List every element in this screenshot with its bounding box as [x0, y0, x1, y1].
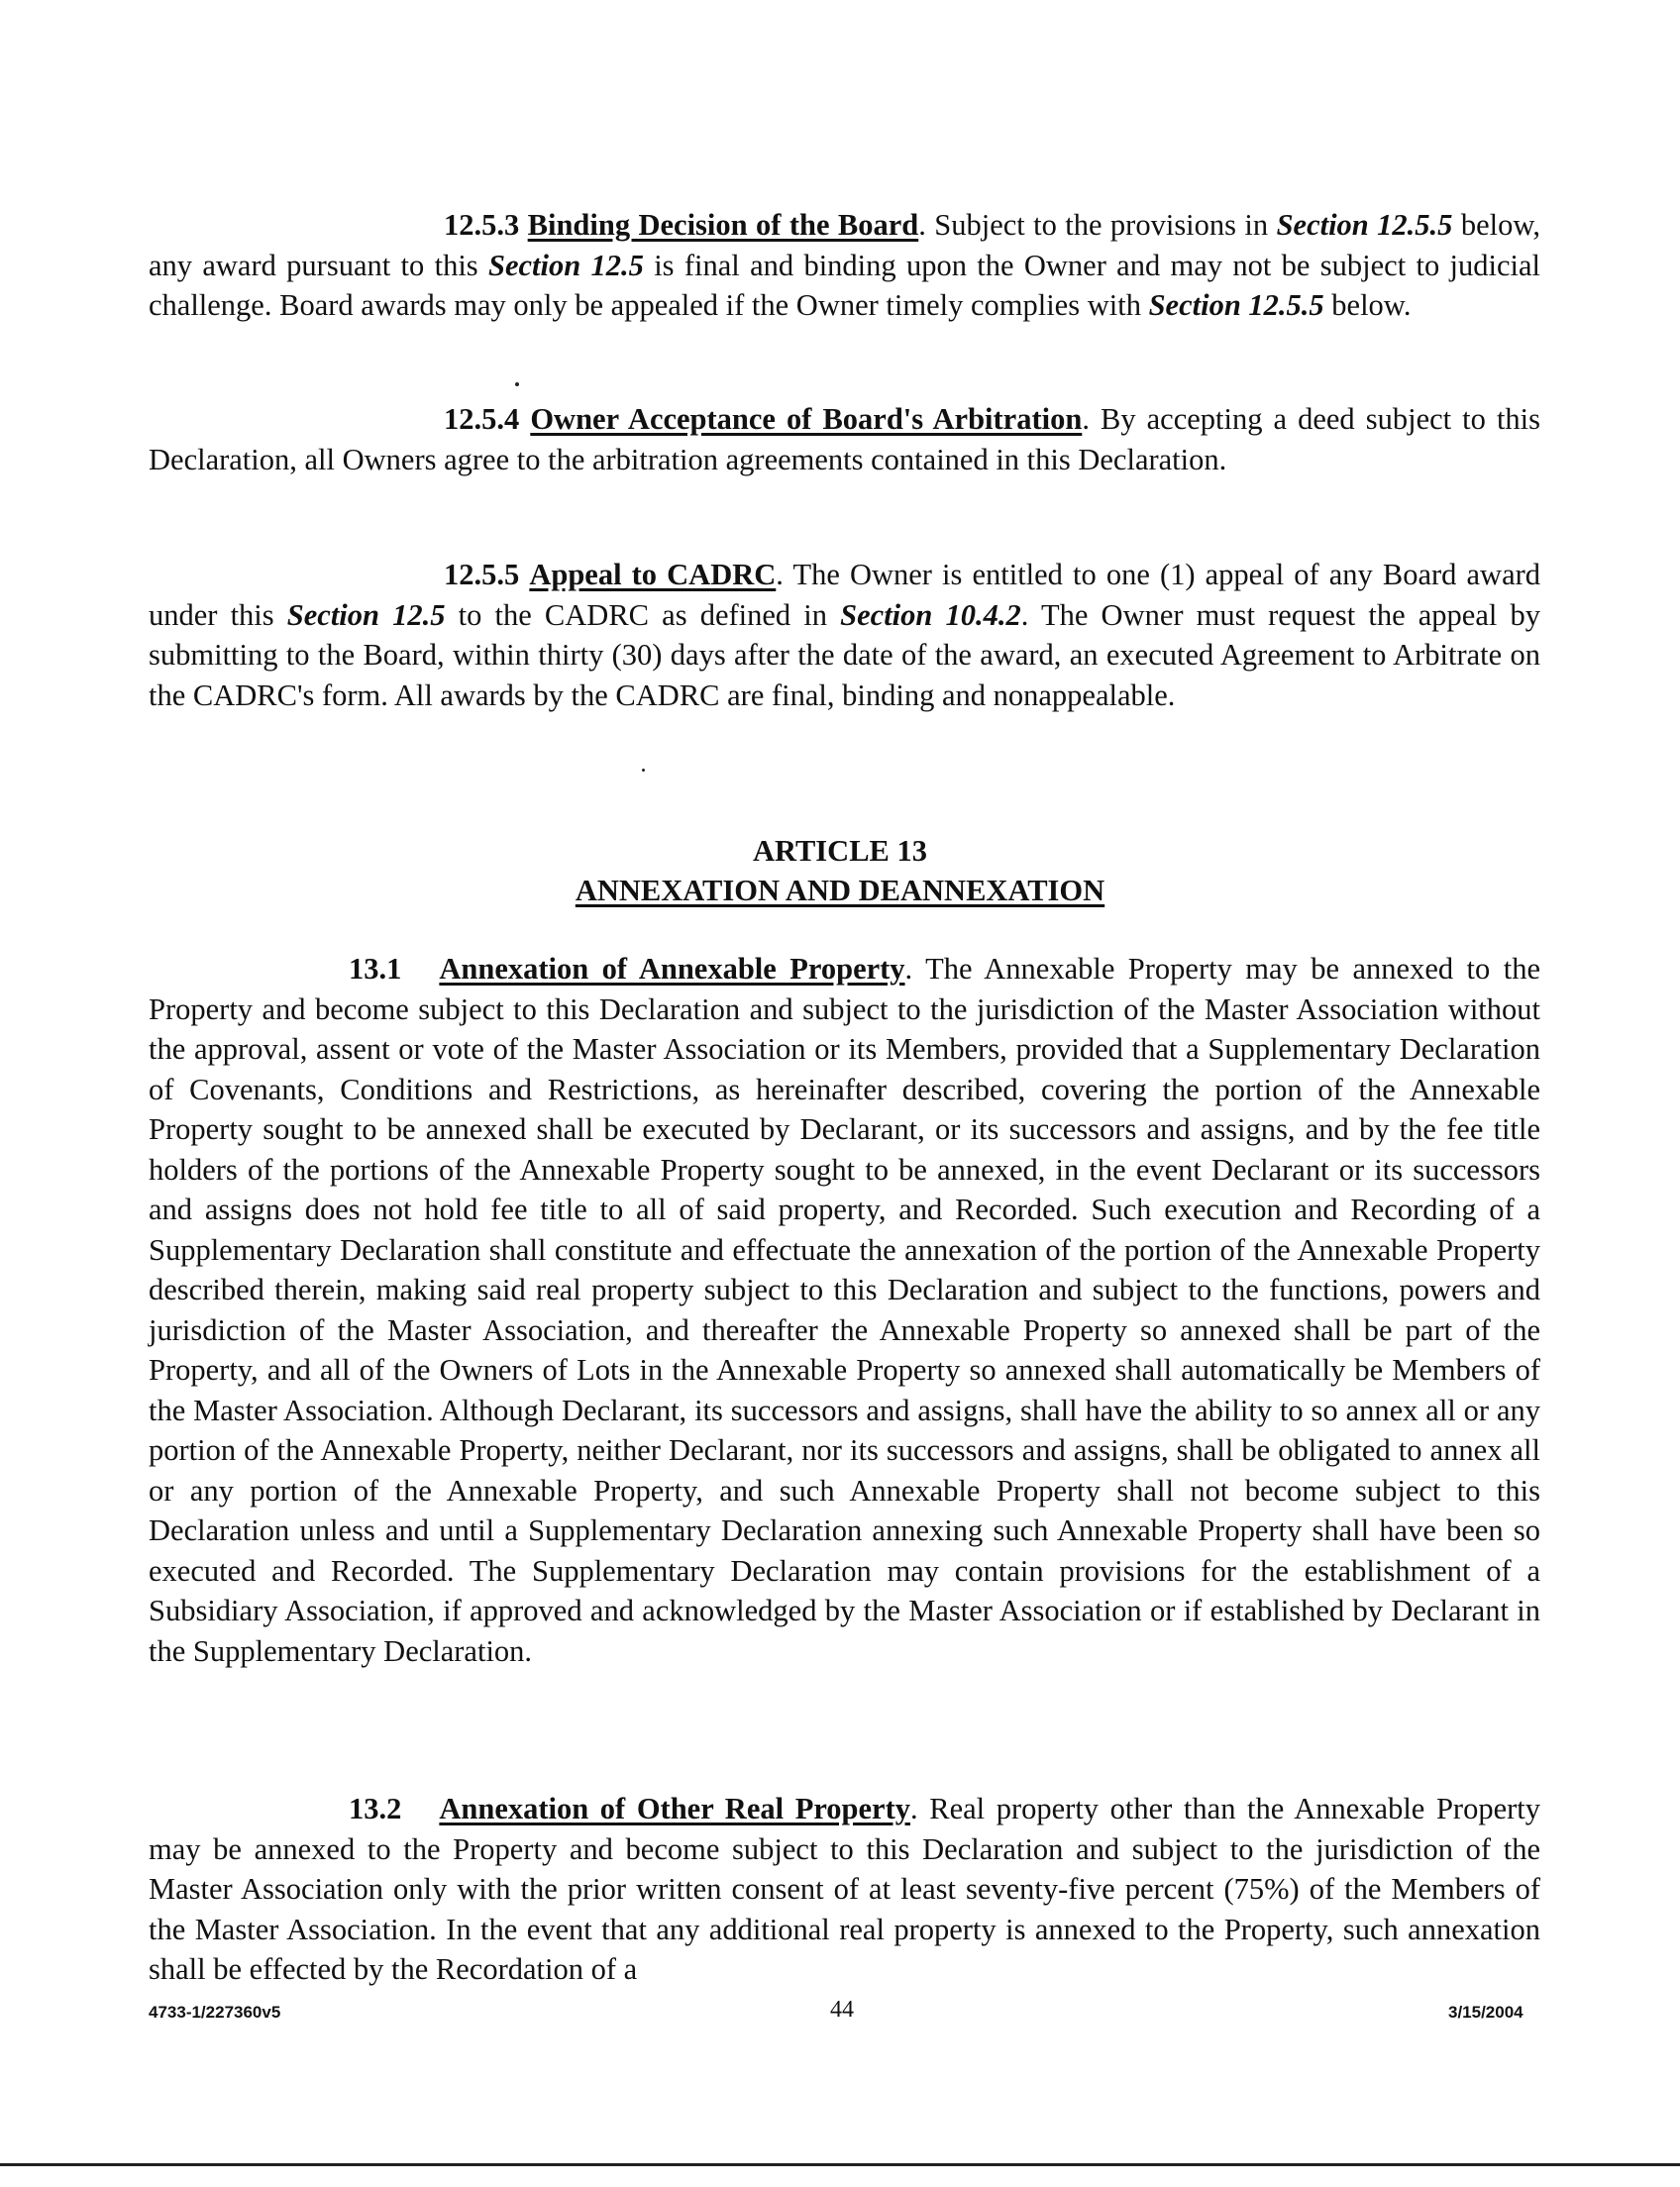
article-label: ARTICLE 13: [752, 834, 928, 868]
footer-page-number: 44: [830, 1997, 854, 2023]
section-reference: Section 12.5.5: [1148, 288, 1324, 322]
section-text: . Real property other than the Annexable Property may be annexed to the Property and become subject to this Declaration and subject to the jurisdiction of the Master Association only with the prior written consent of at least seventy-five percent (75%) of the Members of the Master Association. In the event that any additional real property is annexed to the Property, such annexation shall be effected by the Recordation of a: [149, 1792, 1540, 1986]
section-reference: Section 12.5: [487, 248, 644, 282]
section-number: 12.5.3: [444, 208, 520, 242]
section-12-5-3: [149, 205, 1540, 326]
section-reference: Section 10.4.2: [840, 597, 1021, 632]
section-text: . The Owner must request the appeal by submitting to the Board, within thirty (30) days after the date of the award, an executed Agreement to Arbitrate on the CADRC's form. All awards by the CADRC are final, binding and nonappealable.: [149, 597, 1540, 712]
section-heading: Annexation of Other Real Property: [439, 1792, 910, 1825]
footer-date: 3/15/2004: [1448, 2003, 1523, 2022]
section-text: below.: [1323, 288, 1412, 322]
scan-speck: [515, 382, 519, 386]
article-title-text: ANNEXATION AND DEANNEXATION: [575, 874, 1105, 907]
scan-speck: [642, 769, 645, 772]
section-13-2: [149, 1789, 1540, 1990]
section-text: is final and binding upon the Owner and may not be subject to judicial challenge. Board awards may only be appealed if the Owner timely complies with: [149, 248, 1541, 322]
section-13-1: [149, 949, 1540, 1671]
section-heading: Annexation of Annexable Property: [439, 952, 905, 986]
section-number: 13.1: [349, 952, 402, 986]
section-12-5-5: [149, 555, 1540, 715]
article-title: [0, 870, 1680, 911]
section-number: 12.5.5: [444, 558, 520, 591]
section-reference: Section 12.5: [286, 597, 446, 632]
section-text: . By accepting a deed subject to this Declaration, all Owners agree to the arbitration agreements contained in this Declaration.: [149, 402, 1541, 476]
section-heading: Appeal to CADRC: [529, 558, 777, 591]
section-number: 12.5.4: [444, 402, 520, 436]
section-text: . The Annexable Property may be annexed to the Property and become subject to this Declaration and subject to the jurisdiction of the Master Association without the approval, assent or vote of the Master Association or its Members, provided that a Supplementary Declaration of Covenants, Conditions and Restrictions, as hereinafter described, covering the portion of the Annexable Property sought to be annexed shall be executed by Declarant, or its successors and assigns, and by the fee title holders of the portions of the Annexable Property sought to be annexed, in the event Declarant or its successors and assigns does not hold fee title to all of said property, and Recorded. Such execution and Recording of a Supplementary Declaration shall constitute and effectuate the annexation of the portion of the Annexable Property described therein, making said real property subject to this Declaration and subject to the functions, powers and jurisdiction of the Master Association, and thereafter the Annexable Property so annexed shall be part of the Property, and all of the Owners of Lots in the Annexable Property so annexed shall automatically be Members of the Master Association. Although Declarant, its successors and assigns, shall have the ability to so annex all or any portion of the Annexable Property, neither Declarant, nor its successors and assigns, shall be obligated to annex all or any portion of the Annexable Property, and such Annexable Property shall not become subject to this Declaration unless and until a Supplementary Declaration annexing such Annexable Property shall have been so executed and Recorded. The Supplementary Declaration may contain provisions for the establishment of a Subsidiary Association, if approved and acknowledged by the Master Association or if established by Declarant in the Supplementary Declaration.: [149, 952, 1540, 1668]
section-text: below, any award pursuant to this: [149, 208, 1541, 282]
section-text: . Subject to the provisions in: [918, 208, 1277, 242]
bottom-rule: [0, 2163, 1680, 2166]
section-text: to the CADRC as defined in: [445, 597, 841, 632]
footer-doc-id: 4733-1/227360v5: [149, 2003, 281, 2022]
section-number: 13.2: [349, 1792, 402, 1825]
section-heading: Binding Decision of the Board: [527, 208, 919, 242]
section-12-5-4: [149, 399, 1540, 479]
section-heading: Owner Acceptance of Board's Arbitration: [530, 402, 1083, 436]
section-text: . The Owner is entitled to one (1) appeal of any Board award under this: [149, 558, 1541, 632]
section-reference: Section 12.5.5: [1276, 208, 1453, 242]
